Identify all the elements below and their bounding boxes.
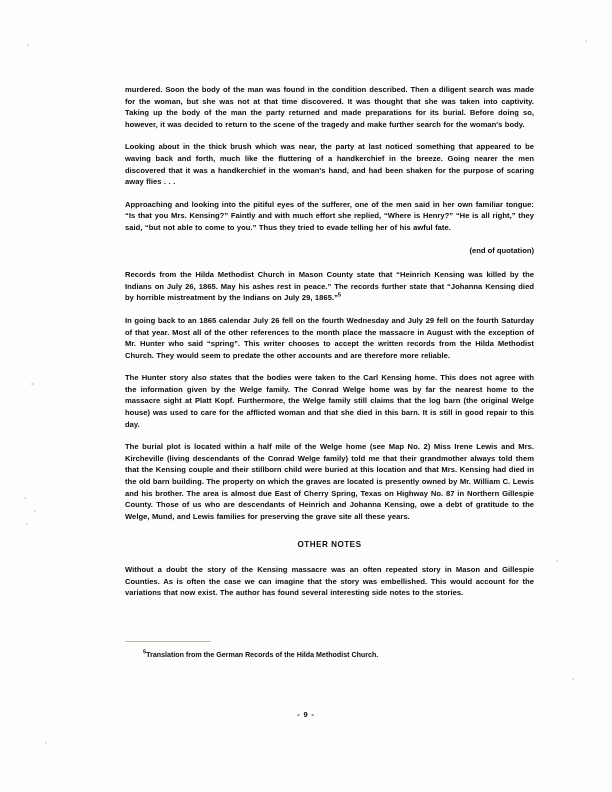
section-heading-other-notes: OTHER NOTES — [297, 540, 362, 550]
footnote-separator-rule — [125, 641, 211, 642]
scan-speck — [556, 560, 558, 562]
paragraph-church-records-text: Records from the Hilda Methodist Church in Mason County state that “Heinrich Kensing was killed by the Indians on July 26, 1865. May his ashes rest in peace.” The records further state that “Johanna Kensing died by horrible mistreatment by the Indians on July 29, 1865.” — [125, 270, 534, 303]
footnote-body-text: Translation from the German Records of the Hilda Methodist Church. — [146, 651, 379, 659]
scan-speck — [26, 523, 28, 525]
scan-speck — [31, 383, 34, 385]
scan-speck — [45, 742, 47, 744]
paragraph-church-records — [125, 269, 534, 304]
end-of-quotation-note: (end of quotation) — [469, 245, 534, 255]
footnote-entry — [125, 650, 534, 661]
scan-speck — [585, 40, 587, 42]
paragraph-calendar-analysis: In going back to an 1865 calendar July 26 fell on the fourth Wednesday and July 29 fell on the fourth Saturday of that year. Most all of the other references to the month place the massacre in August with the exception of Mr. Hunter who said “spring”. This writer chooses to accept the written records from the Hilda Methodist Church. They would seem to predate the other accounts and are therefore more reliable. — [125, 315, 534, 360]
paragraph-looking-about: Looking about in the thick brush which was near, the party at last noticed something that appeared to be waving back and forth, much like the fluttering of a handkerchief in the breeze. Going nearer the men discovered that it was a handkerchief in the woman's hand, and had been shaken for the purpose of scaring away flies . . . — [125, 142, 534, 187]
footnote-marker-5: 5 — [337, 292, 342, 299]
footnote-number: 5 — [143, 649, 147, 656]
scan-speck — [27, 44, 29, 46]
paragraph-murdered: murdered. Soon the body of the man was found in the condition described. Then a diligent search was made for the woman, but she was not at that time discovered. It was thought that she was taken into captivity. Taking up the body of the man the party returned and made preparations for its burial. Before doing so, however, it was decided to return to the scene of the tragedy and make further search for the woman's body. — [125, 85, 534, 129]
paragraph-approaching: Approaching and looking into the pitiful eyes of the sufferer, one of the men said in her own familiar tongue: “Is that you Mrs. Kensing?” Faintly and with much effort she replied, “Where is Henry?” “He is all right,” they said, “but not able to come to you.” Thus they tried to evade telling her of his awful fate. — [125, 199, 534, 232]
scan-speck — [34, 510, 36, 512]
paragraph-burial-plot: The burial plot is located within a half mile of the Welge home (see Map No. 2) Miss Irene Lewis and Mrs. Kircheville (living descendants of the Conrad Welge family) told me that their grandmother always told them that the Kensing couple and their stillborn child were buried at this location and that Mrs. Kensing had died in the old barn building. The property on which the graves are located is presently owned by Mr. William C. Lewis and his brother. The area is almost due East of Cherry Spring, Texas on Highway No. 87 in Northern Gillespie County. Those of us who are descendants of Heinrich and Johanna Kensing, owe a debt of gratitude to the Welge, Mund, and Lewis families for preserving the grave site all these years. — [125, 442, 534, 521]
scan-speck — [572, 678, 574, 680]
paragraph-hunter-story: The Hunter story also states that the bodies were taken to the Carl Kensing home. This does not agree with the information given by the Welge family. The Conrad Welge home was by far the nearest home to the massacre sight at Platt Kopf. Furthermore, the Welge family still claims that the log barn (the original Welge house) was used to care for the afflicted woman and that she died in this barn. It is still in good repair to this day. — [125, 373, 534, 429]
paragraph-other-notes-intro: Without a doubt the story of the Kensing massacre was an often repeated story in Mason and Gillespie Counties. As is often the case we can imagine that the story was embellished. This would account for the variations that now exist. The author has found several interesting side notes to the stories. — [125, 565, 534, 598]
page-number: - 9 - — [297, 710, 315, 719]
scan-speck — [24, 497, 26, 499]
page-body-text — [125, 84, 534, 599]
footnote-area — [125, 641, 534, 661]
